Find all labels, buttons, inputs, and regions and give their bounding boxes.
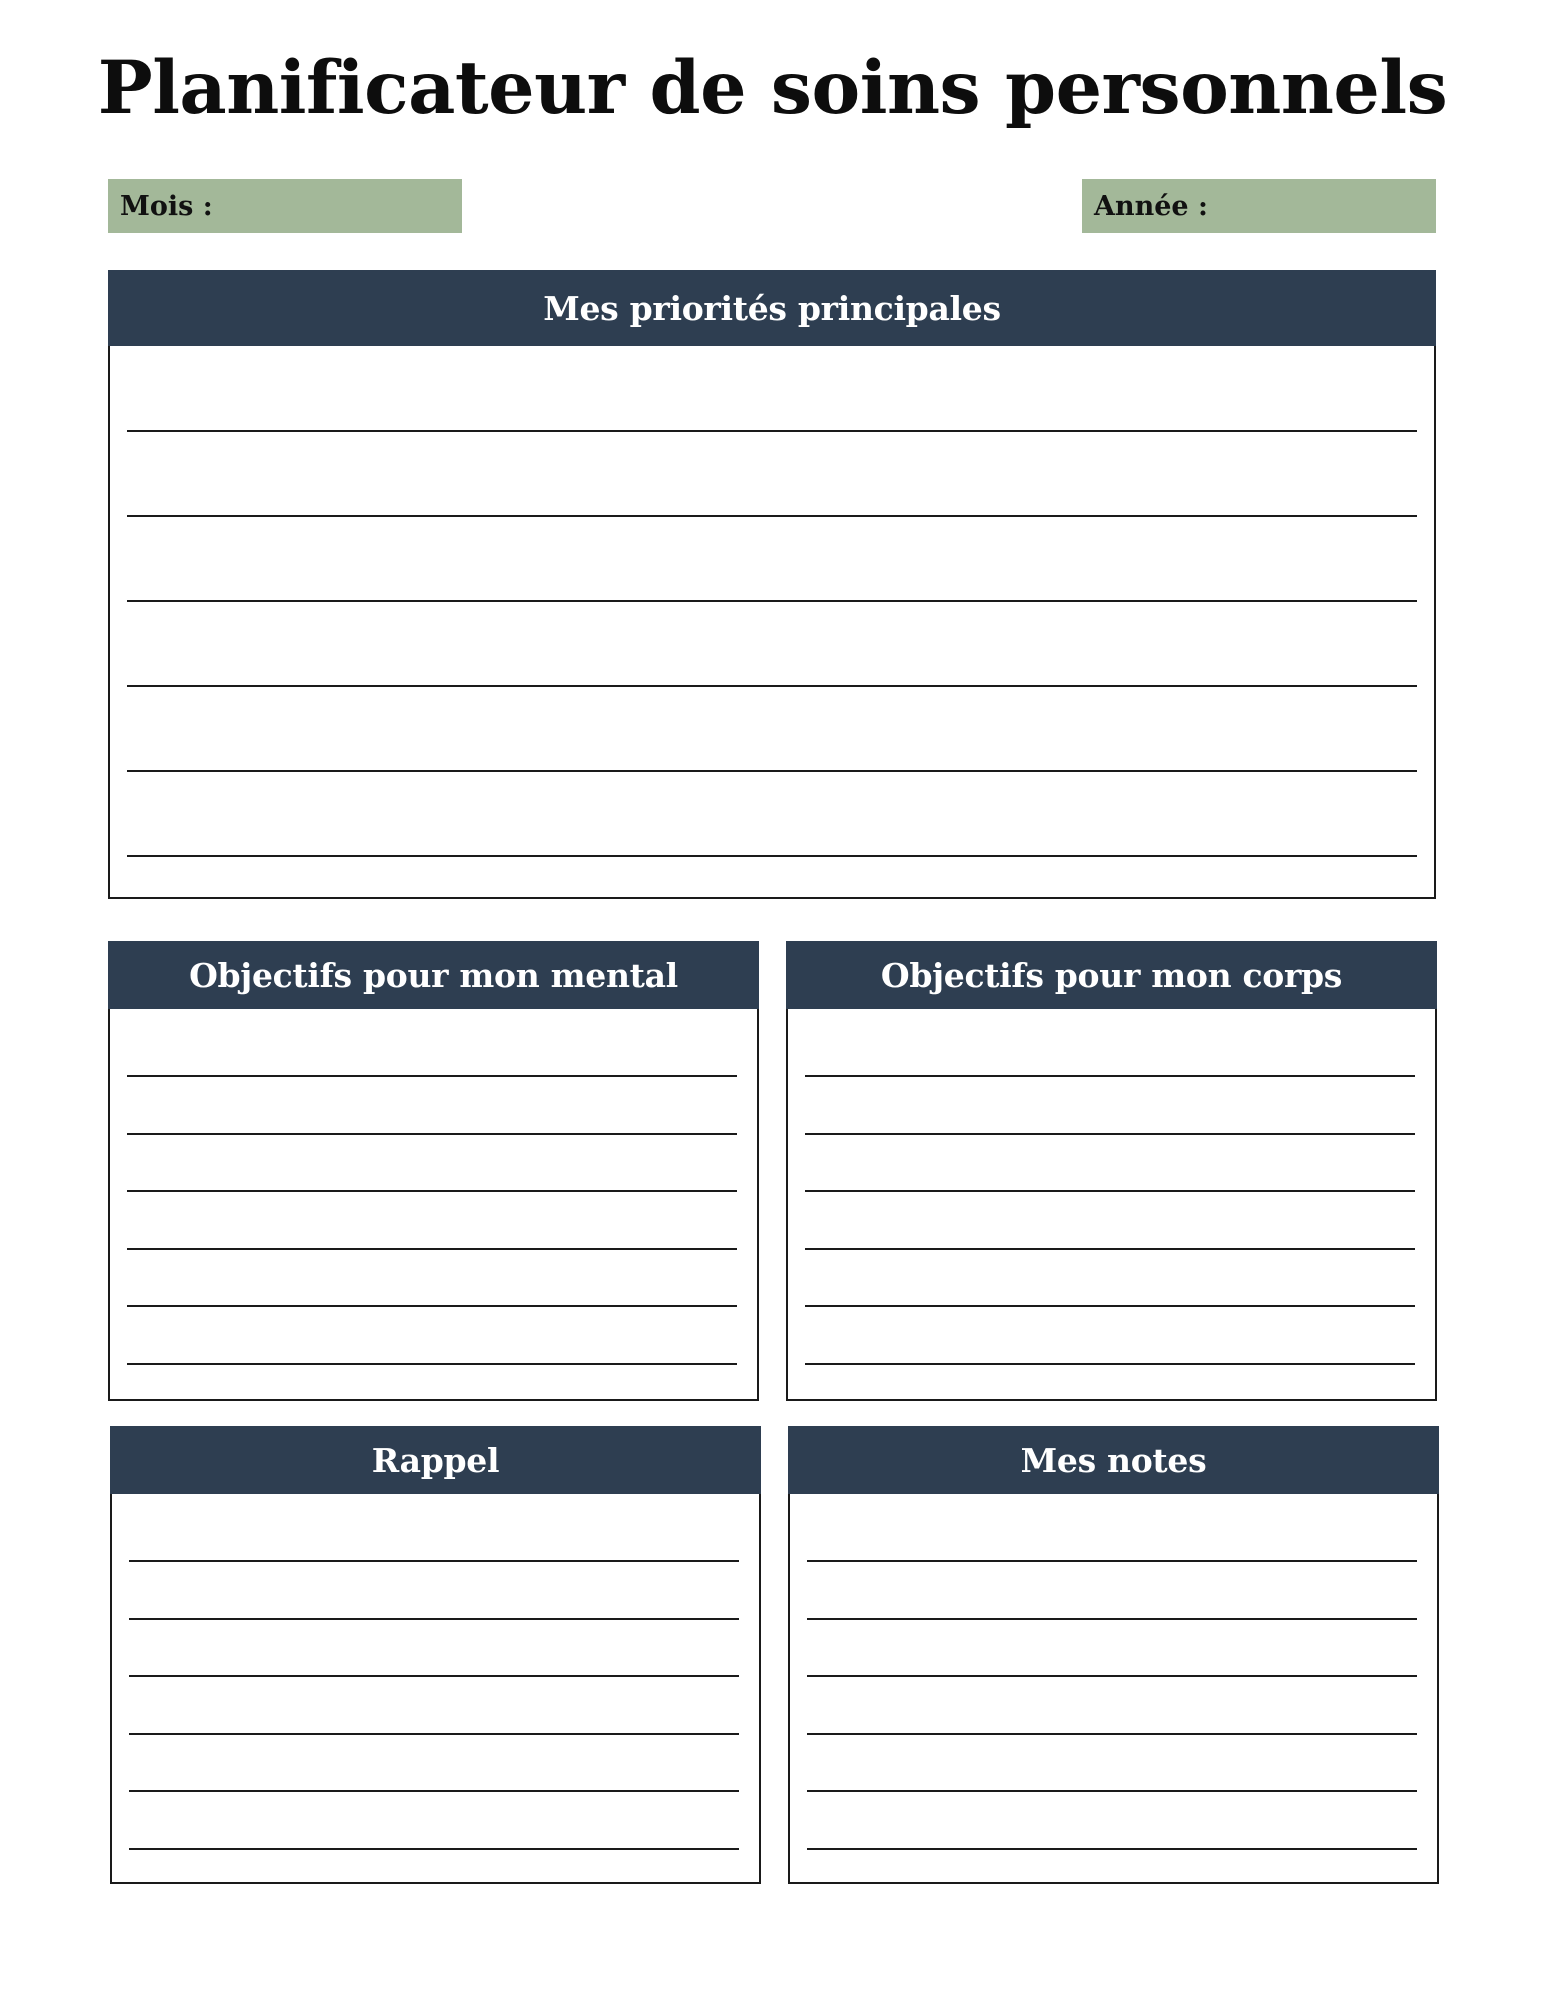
reminder-header	[110, 1426, 761, 1494]
writing-line[interactable]	[127, 1075, 737, 1077]
writing-line[interactable]	[807, 1790, 1417, 1792]
body-title: Objectifs pour mon corps	[880, 955, 1343, 995]
writing-line[interactable]	[805, 1190, 1415, 1192]
notes-header	[788, 1426, 1439, 1494]
writing-line[interactable]	[129, 1848, 739, 1850]
notes-section	[788, 1426, 1439, 1884]
page-title: Planificateur de soins personnels	[97, 45, 1448, 131]
month-label: Mois :	[120, 190, 213, 222]
mental-title: Objectifs pour mon mental	[189, 955, 678, 995]
writing-line[interactable]	[805, 1305, 1415, 1307]
year-field[interactable]	[1082, 179, 1436, 233]
writing-line[interactable]	[127, 600, 1417, 602]
writing-line[interactable]	[127, 1363, 737, 1365]
reminder-section	[110, 1426, 761, 1884]
writing-line[interactable]	[127, 1305, 737, 1307]
writing-line[interactable]	[129, 1618, 739, 1620]
writing-line[interactable]	[129, 1560, 739, 1562]
writing-line[interactable]	[807, 1733, 1417, 1735]
writing-line[interactable]	[127, 770, 1417, 772]
year-label: Année :	[1094, 190, 1208, 222]
mental-header	[108, 941, 759, 1009]
writing-line[interactable]	[127, 1190, 737, 1192]
writing-line[interactable]	[807, 1560, 1417, 1562]
writing-line[interactable]	[129, 1675, 739, 1677]
writing-line[interactable]	[807, 1675, 1417, 1677]
writing-line[interactable]	[807, 1848, 1417, 1850]
priorities-title: Mes priorités principales	[543, 288, 1001, 328]
body-header	[786, 941, 1437, 1009]
month-field[interactable]	[108, 179, 462, 233]
mental-section	[108, 941, 759, 1401]
reminder-title: Rappel	[371, 1440, 500, 1480]
writing-line[interactable]	[805, 1363, 1415, 1365]
writing-line[interactable]	[805, 1075, 1415, 1077]
writing-line[interactable]	[129, 1733, 739, 1735]
priorities-section	[108, 270, 1436, 899]
writing-line[interactable]	[129, 1790, 739, 1792]
notes-title: Mes notes	[1020, 1440, 1207, 1480]
writing-line[interactable]	[127, 1248, 737, 1250]
writing-line[interactable]	[127, 515, 1417, 517]
priorities-header	[108, 270, 1436, 346]
writing-line[interactable]	[127, 855, 1417, 857]
writing-line[interactable]	[127, 430, 1417, 432]
writing-line[interactable]	[127, 685, 1417, 687]
writing-line[interactable]	[805, 1248, 1415, 1250]
writing-line[interactable]	[807, 1618, 1417, 1620]
writing-line[interactable]	[805, 1133, 1415, 1135]
body-section	[786, 941, 1437, 1401]
writing-line[interactable]	[127, 1133, 737, 1135]
